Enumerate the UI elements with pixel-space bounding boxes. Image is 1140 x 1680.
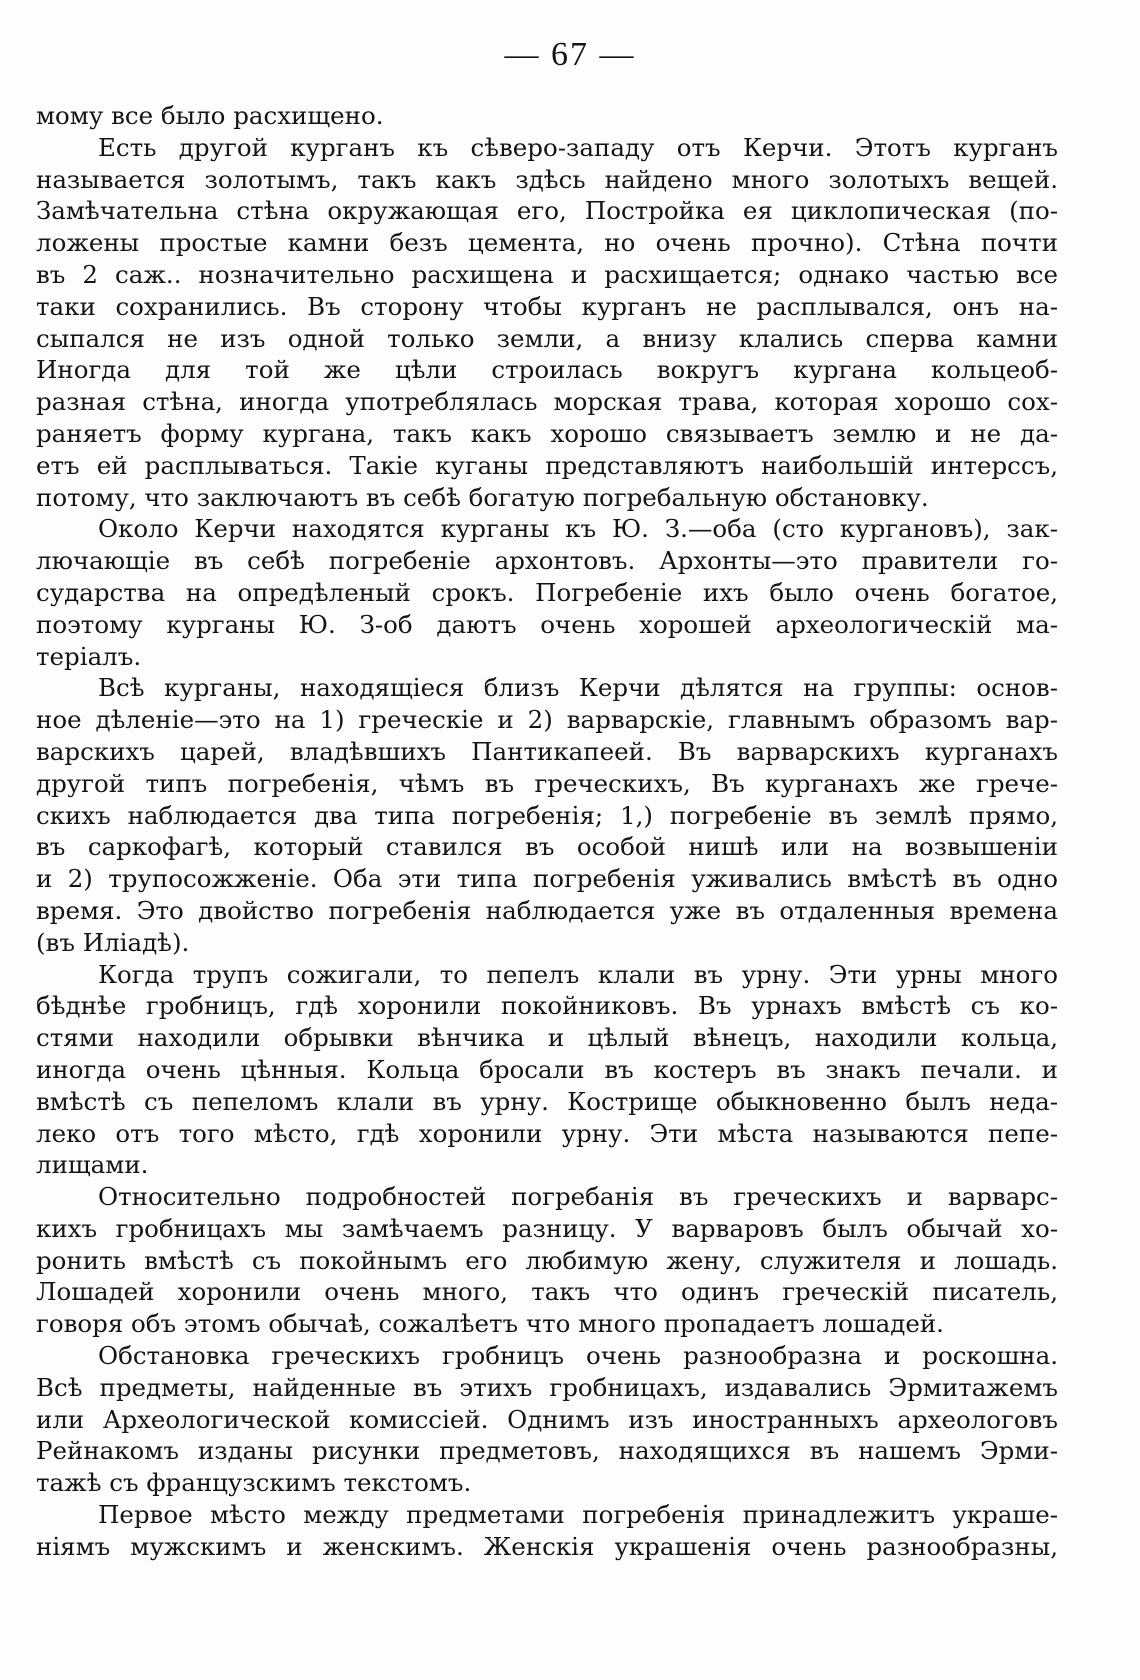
text-line: Лошадей хоронили очень много, такъ что одинъ греческій писатель, bbox=[36, 1277, 1058, 1307]
text-line: ронить вмѣстѣ съ покойнымъ его любимую жену, служителя и лошадь. bbox=[36, 1245, 1058, 1275]
text-line: Относительно подробностей погребанія въ греческихъ и варварс- bbox=[98, 1182, 1058, 1212]
text-line: стями находили обрывки вѣнчика и цѣлый вѣнецъ, находили кольца, bbox=[36, 1023, 1058, 1053]
text-line: Рейнакомъ изданы рисунки предметовъ, находящихся въ нашемъ Эрми- bbox=[36, 1436, 1058, 1466]
text-line: скихъ наблюдается два типа погребенія; 1,) погребеніе въ землѣ прямо, bbox=[36, 800, 1058, 830]
text-line: ное дѣленіе—это на 1) греческіе и 2) варварскіе, главнымъ образомъ вар- bbox=[36, 705, 1058, 735]
text-line: сударства на опредѣленый срокъ. Погребеніе ихъ было очень богатое, bbox=[36, 577, 1058, 607]
text-line: Первое мѣсто между предметами погребенія принадлежитъ украше- bbox=[98, 1500, 1058, 1530]
text-line: бѣднѣе гробницъ, гдѣ хоронили покойниковъ. Въ урнахъ вмѣстѣ съ ко- bbox=[36, 991, 1058, 1021]
text-line: (въ Иліадѣ). bbox=[36, 927, 190, 957]
text-line: называется золотымъ, такъ какъ здѣсь найдено много золотыхъ вещей. bbox=[36, 164, 1058, 194]
text-line: кихъ гробницахъ мы замѣчаемъ разницу. У варваровъ былъ обычай хо- bbox=[36, 1213, 1058, 1243]
text-line: время. Это двойство погребенія наблюдается уже въ отдаленныя времена bbox=[36, 895, 1058, 925]
text-line: говоря объ этомъ обычаѣ, сожалѣетъ что много пропадаетъ лошадей. bbox=[36, 1309, 944, 1339]
body-text bbox=[36, 100, 1058, 1563]
text-line: Когда трупъ сожигали, то пепелъ клали въ урну. Эти урны много bbox=[98, 959, 1058, 989]
text-line: Есть другой курганъ къ сѣверо-западу отъ Керчи. Этотъ курганъ bbox=[98, 132, 1058, 162]
text-line: Всѣ курганы, находящіеся близъ Керчи дѣлятся на группы: основ- bbox=[98, 673, 1058, 703]
text-line: иногда очень цѣнныя. Кольца бросали въ костеръ въ знакъ печали. и bbox=[36, 1054, 1058, 1084]
text-line: Иногда для той же цѣли строилась вокругъ кургана кольцеоб- bbox=[36, 355, 1058, 385]
text-line: или Археологической комиссіей. Однимъ изъ иностранныхъ археологовъ bbox=[36, 1404, 1058, 1434]
text-line: мому все было расхищено. bbox=[36, 101, 384, 130]
text-line: леко отъ того мѣсто, гдѣ хоронили урну. Эти мѣста называются пепе- bbox=[36, 1118, 1058, 1148]
text-line: Всѣ предметы, найденные въ этихъ гробницахъ, издавались Эрмитажемъ bbox=[36, 1372, 1058, 1402]
text-line: тажѣ съ французскимъ текстомъ. bbox=[36, 1468, 472, 1498]
text-line: потому, что заключаютъ въ себѣ богатую погребальную обстановку. bbox=[36, 482, 929, 512]
text-line: етъ ей расплываться. Такіе куганы представляютъ наибольшій интерссъ, bbox=[36, 450, 1058, 480]
text-line: ложены простые камни безъ цемента, но очень прочно). Стѣна почти bbox=[36, 228, 1058, 258]
text-line: сыпался не изъ одной только земли, а внизу клались сперва камни bbox=[36, 323, 1058, 353]
text-line: лючающіе въ себѣ погребеніе архонтовъ. Архонты—это правители го- bbox=[36, 546, 1058, 576]
text-line: ніямъ мужскимъ и женскимъ. Женскія украшенія очень разнообразны, bbox=[36, 1531, 1058, 1561]
text-line: вмѣстѣ съ пепеломъ клали въ урну. Кострище обыкновенно былъ неда- bbox=[36, 1086, 1058, 1116]
text-line: другой типъ погребенія, чѣмъ въ греческихъ, Въ курганахъ же грече- bbox=[36, 768, 1058, 798]
text-line: лищами. bbox=[36, 1150, 149, 1180]
text-line: поэтому курганы Ю. З-об даютъ очень хорошей археологическій ма- bbox=[36, 609, 1058, 639]
text-line: и 2) трупосожженіе. Оба эти типа погребенія уживались вмѣстѣ въ одно bbox=[36, 864, 1058, 894]
text-line: варскихъ царей, владѣвшихъ Пантикапеей. Въ варварскихъ курганахъ bbox=[36, 736, 1058, 766]
text-line: Около Керчи находятся курганы къ Ю. З.—оба (сто кургановъ), зак- bbox=[98, 514, 1058, 544]
page-number: — 67 — bbox=[504, 36, 636, 73]
text-line: въ саркофагѣ, который ставился въ особой нишѣ или на возвышеніи bbox=[36, 832, 1058, 862]
text-line: разная стѣна, иногда употреблялась морская трава, которая хорошо сох- bbox=[36, 387, 1058, 417]
text-line: раняетъ форму кургана, такъ какъ хорошо связываетъ землю и не да- bbox=[36, 418, 1058, 448]
text-line: Обстановка греческихъ гробницъ очень разнообразна и роскошна. bbox=[98, 1341, 1058, 1371]
text-line: теріалъ. bbox=[36, 641, 142, 671]
text-line: таки сохранились. Въ сторону чтобы курганъ не расплывался, онъ на- bbox=[36, 291, 1058, 321]
text-line: Замѣчательна стѣна окружающая его, Постройка ея циклопическая (по- bbox=[36, 196, 1058, 226]
text-line: въ 2 саж.. нозначительно расхищена и расхищается; однако частью все bbox=[36, 259, 1058, 289]
